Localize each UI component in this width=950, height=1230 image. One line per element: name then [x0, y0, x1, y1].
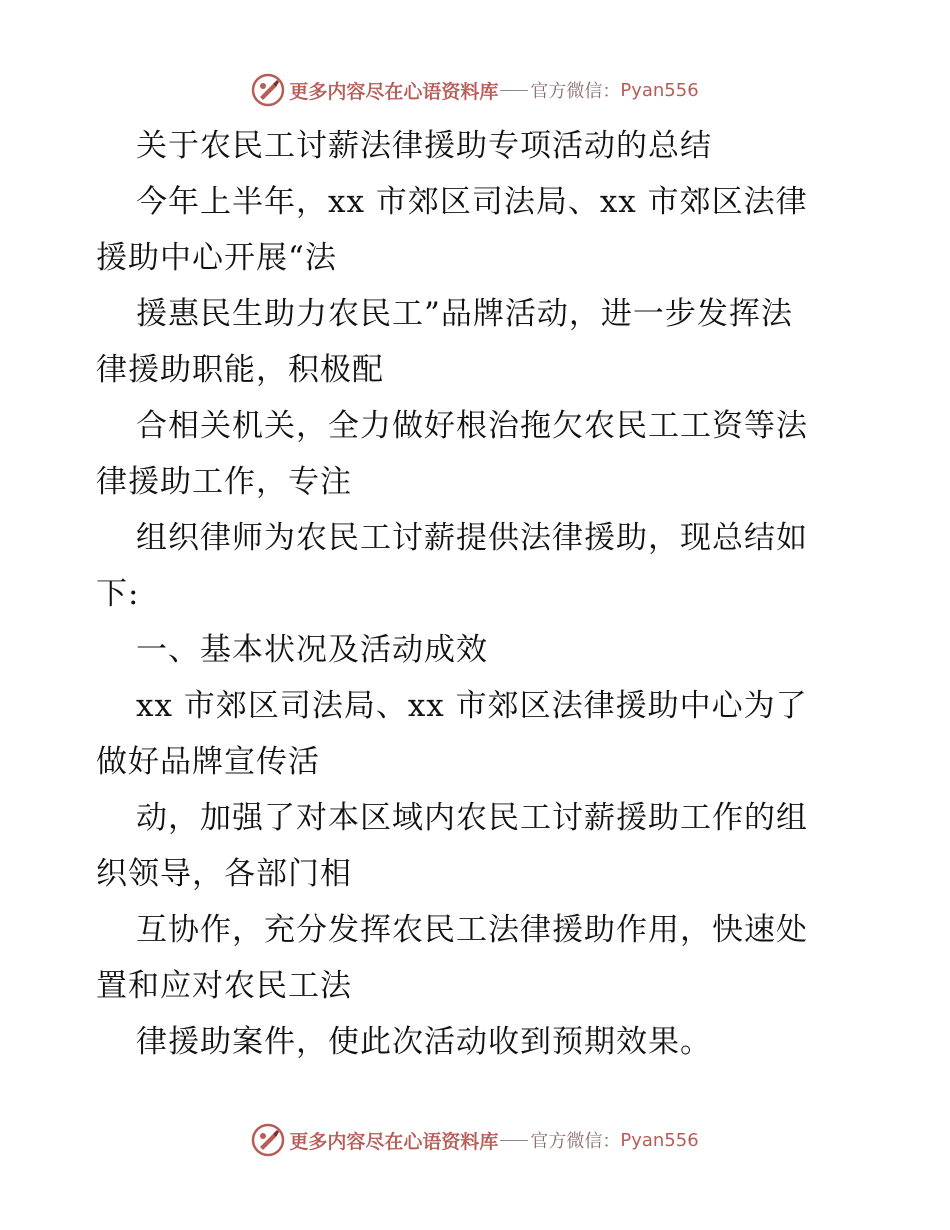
header-banner: [0, 70, 950, 110]
pen-nib-logo-icon: [251, 1123, 285, 1157]
banner-wechat-label: 官方微信：: [530, 81, 621, 102]
paragraph-line: 动，加强了对本区域内农民工讨薪援助工作的组: [136, 800, 808, 836]
paragraph-line: 下:: [96, 576, 140, 612]
banner-divider: [500, 1140, 528, 1141]
pen-nib-logo-icon: [251, 73, 285, 107]
document-title: 关于农民工讨薪法律援助专项活动的总结: [136, 128, 712, 164]
paragraph-line: 今年上半年，xx 市郊区司法局、xx 市郊区法律: [136, 184, 808, 220]
paragraph-line: xx 市郊区司法局、xx 市郊区法律援助中心为了: [136, 688, 808, 724]
paragraph-line: 组织律师为农民工讨薪提供法律援助，现总结如: [136, 520, 808, 556]
banner-brand-text: 更多内容尽在心语资料库: [289, 80, 499, 103]
paragraph-line: 织领导，各部门相: [96, 856, 352, 892]
paragraph-line: 援惠民生助力农民工”品牌活动，进一步发挥法: [136, 296, 793, 332]
banner-wechat-id: Pyan556: [620, 79, 699, 101]
banner-wechat-id: Pyan556: [620, 1129, 699, 1151]
section-heading: 一、基本状况及活动成效: [136, 632, 488, 668]
document-body: [96, 118, 856, 1070]
paragraph-line: 做好品牌宣传活: [96, 744, 320, 780]
footer-banner: [0, 1120, 950, 1160]
banner-divider: [500, 90, 528, 91]
paragraph-line: 律援助工作，专注: [96, 464, 352, 500]
paragraph-line: 互协作，充分发挥农民工法律援助作用，快速处: [136, 912, 808, 948]
banner-brand-text: 更多内容尽在心语资料库: [289, 1130, 499, 1153]
paragraph-line: 援助中心开展“法: [96, 240, 337, 276]
banner-wechat-label: 官方微信：: [530, 1131, 621, 1152]
paragraph-line: 置和应对农民工法: [96, 968, 352, 1004]
paragraph-line: 律援助职能，积极配: [96, 352, 384, 388]
paragraph-line: 合相关机关，全力做好根治拖欠农民工工资等法: [136, 408, 808, 444]
paragraph-line: 律援助案件，使此次活动收到预期效果。: [136, 1024, 712, 1060]
